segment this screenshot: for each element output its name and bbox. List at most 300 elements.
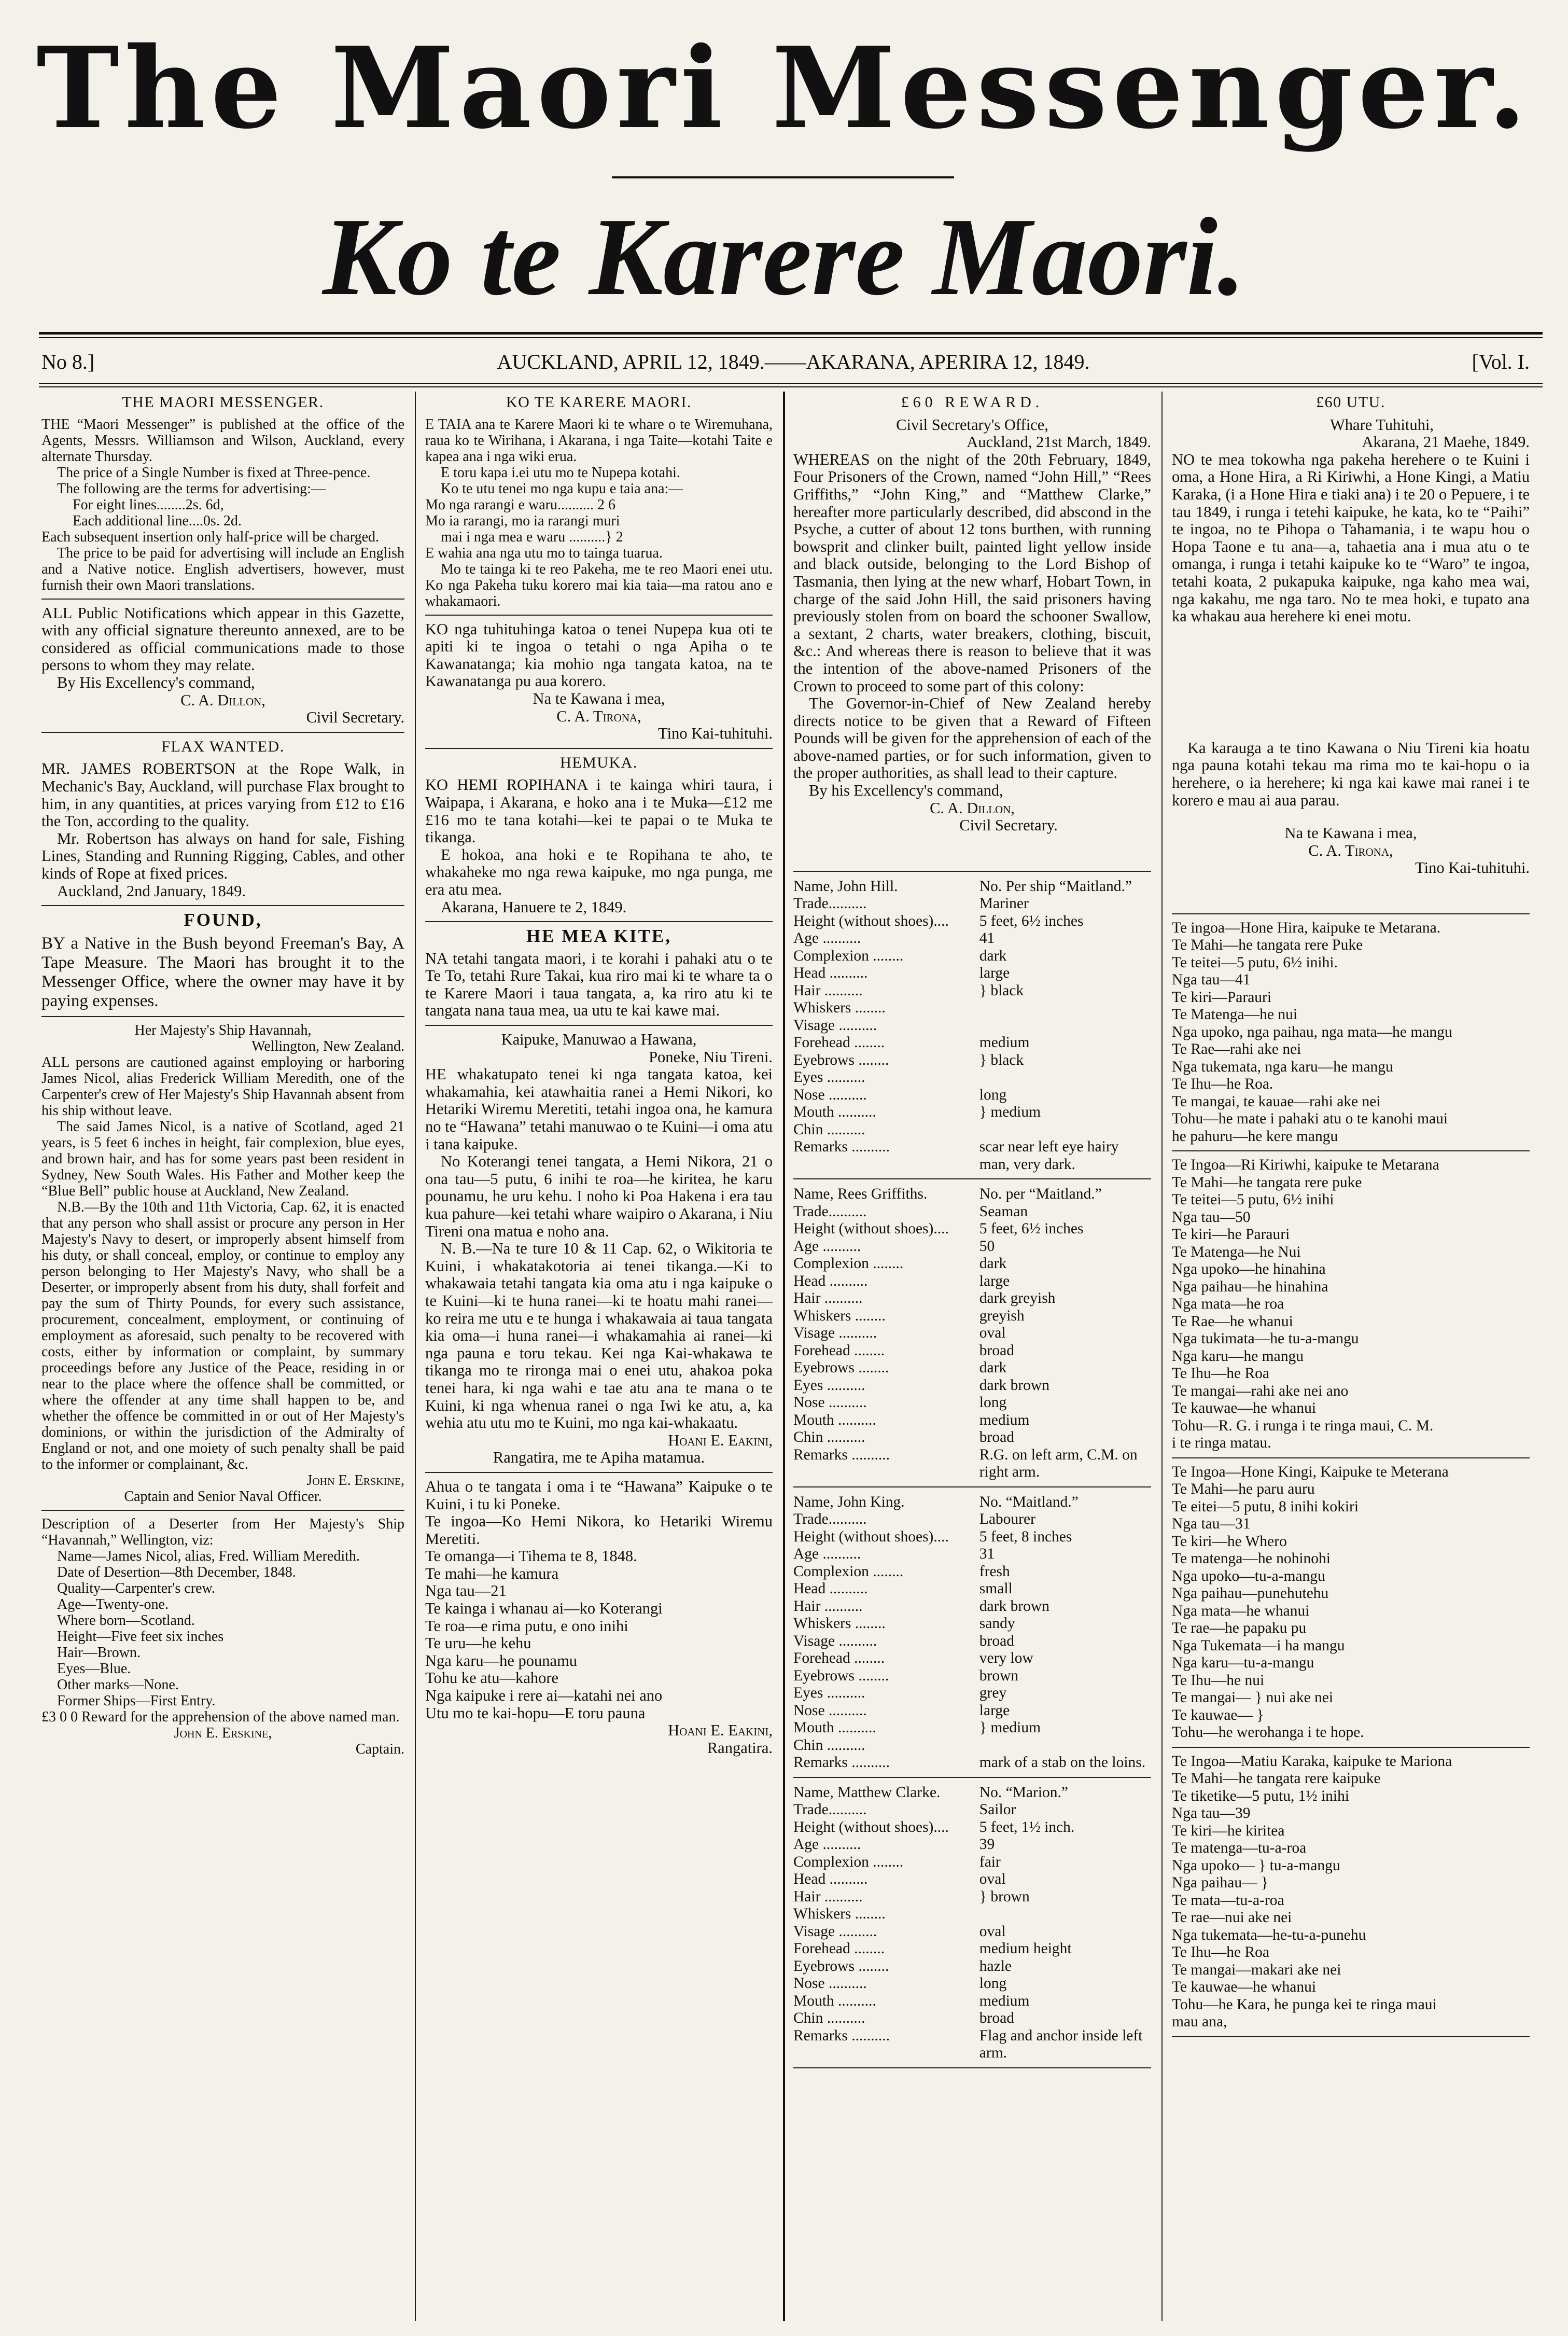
field-label: Head ..........: [793, 1871, 868, 1888]
ship-location: Poneke, Niu Tireni.: [649, 1048, 773, 1066]
paragraph: E wahia ana nga utu mo to tainga tuarua.: [425, 545, 663, 561]
convict-name: Name, John King.: [793, 1493, 905, 1510]
convict-row: [793, 2010, 1151, 2027]
maori-description-list: [1172, 1464, 1530, 1742]
field-label: Remarks ..........: [793, 1138, 890, 1156]
field-value: oval: [979, 1325, 1006, 1342]
convict-name: Name, Rees Griffiths.: [793, 1186, 928, 1203]
convict-table: [793, 1185, 1151, 1481]
field-value: } medium: [979, 1719, 1041, 1736]
field-value: greyish: [979, 1307, 1025, 1324]
field-value: oval: [979, 1923, 1006, 1940]
signer-title: Captain and Senior Naval Officer.: [124, 1488, 322, 1505]
convict-row: [793, 1052, 1151, 1069]
field-value: [979, 999, 1151, 1017]
flax-notice: MR. JAMES ROBERTSON at the Rope Walk, in Mechanic's Bay, Auckland, will purchase Flax brought to him, in any quantities, at prices varying from £12 to £16 the Ton, according to the quality.: [41, 760, 404, 830]
field-label: Complexion ........: [793, 947, 904, 964]
column-english-2: [793, 392, 1151, 2321]
description-line: Te mangai— } nui ake nei: [1172, 1689, 1334, 1706]
description-line: Nga tukemata, nga karu—he mangu: [1172, 1058, 1393, 1075]
field-label: Nose ..........: [793, 1086, 867, 1103]
description-line: Te Ingoa—Hone Kingi, Kaipuke te Meterana: [1172, 1463, 1449, 1480]
found-notice: BY a Native in the Bush beyond Freeman's Bay, A Tape Measure. The Maori has brought it to the Messenger Office, where the owner may have it by paying expenses.: [41, 934, 404, 1010]
field-label: Whiskers ........: [793, 1615, 886, 1632]
field-label: Whiskers ........: [793, 1307, 886, 1324]
field-value: medium height: [979, 1940, 1072, 1957]
field-value: dark: [979, 1255, 1007, 1272]
convict-row: [793, 1580, 1151, 1598]
convict-row: [793, 1546, 1151, 1563]
description-line: Nga tau—41: [1172, 971, 1251, 989]
convict-name: Name, John Hill.: [793, 878, 898, 895]
divider: [793, 2067, 1151, 2068]
description-line: Te Rae—rahi ake nei: [1172, 1041, 1301, 1058]
convict-row: [793, 1273, 1151, 1290]
convict-row: [793, 1993, 1151, 2010]
field-label: Head ..........: [793, 1272, 868, 1289]
field-label: Height (without shoes)....: [793, 1818, 949, 1836]
description-line: Te Matenga—he Nui: [1172, 1243, 1301, 1260]
field-value: broad: [979, 1342, 1014, 1359]
field-value: medium: [979, 1034, 1030, 1051]
convict-row: [793, 1447, 1151, 1481]
field-value: dark: [979, 1359, 1007, 1376]
caution-paragraph: No Koterangi tenei tangata, a Hemi Nikora, 21 o ona tau—5 putu, 6 inihi te roa—he kiritea, he karu pounamu, he uru kehu. I noho ki Poa Hakena i era tau kua pahure—kei tetahi whare waipiro o Akarana, i Niu Tireni ona matua e noho ana.: [425, 1152, 773, 1240]
field-value: 5 feet, 1½ inch.: [979, 1818, 1075, 1836]
description-line: Nga mata—he roa: [1172, 1296, 1284, 1313]
field-value: 5 feet, 6½ inches: [979, 912, 1084, 929]
convict-name: Name, Matthew Clarke.: [793, 1784, 941, 1801]
convict-row: [793, 2027, 1151, 2062]
field-label: Forehead ........: [793, 1650, 885, 1667]
deserter-field: Nga tau—21: [425, 1582, 507, 1600]
convict-row: [793, 982, 1151, 1000]
field-label: Eyebrows ........: [793, 1051, 889, 1068]
field-label: Mouth ..........: [793, 1411, 876, 1428]
field-label: Chin ..........: [793, 2010, 865, 2027]
deserter-field: Where born—Scotland.: [57, 1612, 195, 1629]
field-value: Seaman: [979, 1203, 1028, 1220]
divider: [41, 599, 404, 600]
field-value: long: [979, 1394, 1007, 1411]
description-line: Te Ihu—he Roa: [1172, 1944, 1269, 1961]
description-line: Te Ingoa—Ri Kiriwhi, kaipuke te Metarana: [1172, 1157, 1439, 1174]
convict-table: [793, 1783, 1151, 2062]
field-value: medium: [979, 1992, 1030, 2009]
section-heading: HEMUKA.: [560, 754, 638, 771]
description-line: Nga paihau— }: [1172, 1874, 1269, 1892]
field-value: [979, 1737, 1151, 1755]
flax-notice-2: Mr. Robertson has always on hand for sale, Fishing Lines, Standing and Running Rigging, Cables, and other kinds of Rope at fixed prices.: [41, 829, 404, 882]
convict-table: [793, 1493, 1151, 1772]
caution-notice: HE whakatupato tenei ki nga tangata katoa, kei whakamahia, kei atawhaitia ranei a Hemi Nikori, ko Hetariki Wiremu Meretiti, tetahi ingoa ona, he kamura no te “Hawana” tetahi manuwao o te Kuini—i oma atu i tana kaipuke.: [425, 1065, 773, 1153]
convict-row: [793, 1702, 1151, 1720]
description-line: i te ringa matau.: [1172, 1435, 1271, 1452]
description-line: Nga upoko, nga paihau, nga mata—he mangu: [1172, 1023, 1452, 1040]
field-label: Eyebrows ........: [793, 1957, 889, 1975]
description-line: Nga mata—he whanui: [1172, 1602, 1310, 1619]
field-label: Head ..........: [793, 965, 868, 982]
description-line: Te kiri—he Parauri: [1172, 1226, 1290, 1243]
convict-row: [793, 1290, 1151, 1308]
section-heading: KO TE KARERE MAORI.: [506, 394, 692, 411]
field-value: [979, 1906, 1151, 1923]
field-value: dark brown: [979, 1376, 1049, 1394]
field-value: long: [979, 1086, 1007, 1103]
convict-ship: No. Per ship “Maitland.”: [979, 878, 1132, 895]
convict-row: [793, 1906, 1151, 1923]
convict-row: [793, 1615, 1151, 1633]
convict-row: [793, 1255, 1151, 1273]
section-heading: FOUND,: [184, 910, 262, 930]
description-line: Te kauwae—he whanui: [1172, 1979, 1317, 1996]
convict-row: [793, 1737, 1151, 1755]
divider: [1172, 2036, 1530, 2037]
description-line: Nga karu—he mangu: [1172, 1347, 1304, 1365]
field-value: [979, 1121, 1151, 1139]
description-line: Te eitei—5 putu, 8 inihi kokiri: [1172, 1498, 1359, 1515]
convict-row: [793, 1069, 1151, 1087]
section-heading: £60 REWARD.: [901, 394, 1044, 411]
field-value: R.G. on left arm, C.M. on right arm.: [979, 1446, 1138, 1481]
reward-paragraph: The Governor-in-Chief of New Zealand hereby directs notice to be given that a Reward of Fifteen Pounds will be given for the apprehension of each of the above-named parties, or for such information, given to the proper authorities, as shall lead to their capture.: [793, 694, 1151, 782]
description-line: Te ingoa—Hone Hira, kaipuke te Metarana.: [1172, 919, 1441, 936]
maori-description-list: [1172, 1157, 1530, 1452]
field-value: Labourer: [979, 1511, 1035, 1528]
description-line: Nga paihau—punehutehu: [1172, 1585, 1329, 1602]
divider: [425, 1472, 773, 1473]
column-maori-2: [1172, 392, 1530, 2321]
description-line: Te mata—tu-a-roa: [1172, 1892, 1284, 1909]
divider: [793, 871, 1151, 872]
field-label: Remarks ..........: [793, 2027, 890, 2044]
deserter-field: Date of Desertion—8th December, 1848.: [57, 1564, 296, 1580]
column-maori-1: [425, 392, 773, 2321]
description-line: Te teitei—5 putu, 6½ inihi: [1172, 1191, 1334, 1208]
deserter-field: Te omanga—i Tihema te 8, 1848.: [425, 1547, 637, 1565]
field-label: Nose ..........: [793, 1975, 867, 1992]
signer-title: Civil Secretary.: [959, 816, 1058, 835]
convict-row: [793, 1138, 1151, 1173]
command-line: Na te Kawana i mea,: [1284, 824, 1417, 842]
ship-name: Her Majesty's Ship Havannah,: [134, 1022, 312, 1038]
signer-title: Captain.: [355, 1741, 404, 1757]
field-value: sandy: [979, 1615, 1015, 1632]
paragraph: The price of a Single Number is fixed at Three-pence.: [57, 464, 371, 481]
description-line: Nga tau—31: [1172, 1515, 1251, 1533]
field-label: Hair ..........: [793, 982, 863, 999]
field-label: Height (without shoes)....: [793, 1220, 949, 1237]
description-line: Nga paihau—he hinahina: [1172, 1278, 1328, 1295]
signer-name: Hoani E. Eakini,: [668, 1431, 773, 1449]
field-label: Mouth ..........: [793, 1719, 876, 1736]
field-label: Nose ..........: [793, 1394, 867, 1411]
description-line: Nga upoko—he hinahina: [1172, 1261, 1326, 1278]
field-label: Forehead ........: [793, 1940, 885, 1957]
field-value: dark: [979, 947, 1007, 964]
convict-row: [793, 1394, 1151, 1412]
paragraph: The following are the terms for advertising:—: [57, 480, 326, 497]
divider: [41, 732, 404, 733]
convict-row: [793, 1888, 1151, 1906]
signer-name: C. A. Tirona,: [556, 707, 641, 725]
field-value: large: [979, 1702, 1010, 1719]
signer-name: C. A. Tirona,: [1308, 841, 1393, 859]
field-value: dark brown: [979, 1597, 1049, 1615]
convict-row: [793, 1034, 1151, 1052]
convict-row: [793, 1220, 1151, 1238]
field-label: Trade..........: [793, 1801, 867, 1818]
description-line: Te Ingoa—Matiu Karaka, kaipuke te Mariona: [1172, 1753, 1452, 1770]
paragraph: The price to be paid for advertising will include an English and a Native notice. English advertisers, however, must furnish their own Maori translations.: [41, 545, 404, 593]
description-line: Te kauwae— }: [1172, 1706, 1264, 1723]
description-line: Te rae—nui ake nei: [1172, 1909, 1292, 1926]
divider: [425, 615, 773, 616]
field-value: very low: [979, 1650, 1033, 1667]
field-value: oval: [979, 1871, 1006, 1888]
convict-descriptions: [793, 877, 1151, 2068]
convict-row: [793, 1359, 1151, 1377]
hemuka-notice: KO HEMI ROPIHANA i te kainga whiri taura, i Waipapa, i Akarana, e hoko ana i te Muka—£12 me £16 mo te tana kotahi—kei te papai o te Muka te tikanga.: [425, 776, 773, 846]
field-label: Trade..........: [793, 1203, 867, 1220]
signer-title: Tino Kai-tuhituhi.: [1415, 859, 1530, 877]
convict-row: [793, 1104, 1151, 1121]
rate-line: Mo nga rarangi e waru.......... 2 6: [425, 496, 616, 513]
description-line: Tohu—he Kara, he punga kei te ringa maui: [1172, 1996, 1437, 2013]
deserter-field: Other marks—None.: [57, 1676, 179, 1693]
field-label: Complexion ........: [793, 1853, 904, 1870]
convict-row: [793, 1719, 1151, 1737]
field-label: Trade..........: [793, 895, 867, 912]
field-label: Visage ..........: [793, 1325, 877, 1342]
field-label: Chin ..........: [793, 1121, 865, 1138]
convict-row: [793, 1754, 1151, 1772]
convict-row: [793, 1511, 1151, 1528]
description-line: Te tiketike—5 putu, 1½ inihi: [1172, 1787, 1350, 1804]
field-label: Chin ..........: [793, 1736, 865, 1754]
divider: [425, 748, 773, 749]
deserter-reward: £3 0 0 Reward for the apprehension of the above named man.: [41, 1708, 400, 1725]
field-label: Age ..........: [793, 1546, 861, 1563]
description-line: Te Mahi—he tangata rere kaipuke: [1172, 1770, 1381, 1787]
field-label: Eyebrows ........: [793, 1359, 889, 1376]
deserter-field: Eyes—Blue.: [57, 1660, 131, 1677]
field-label: Hair ..........: [793, 1597, 863, 1615]
divider: [793, 1777, 1151, 1778]
deserter-field: Former Ships—First Entry.: [57, 1692, 216, 1709]
public-notice: KO nga tuhituhinga katoa o tenei Nupepa kua oti te apiti ki te ingoa o tetahi o nga Apiha o te Kawanatanga; kia mohio nga tangata katoa, na te Kawanatanga pu aua korero.: [425, 620, 773, 690]
ship-location: Wellington, New Zealand.: [251, 1038, 404, 1054]
paragraph: E toru kapa i.ei utu mo te Nupepa kotahi.: [441, 464, 680, 481]
deserter-field: Hair—Brown.: [57, 1644, 141, 1661]
convict-row: [793, 1563, 1151, 1581]
deserter-description: Ahua o te tangata i oma i te “Hawana” Kaipuke o te Kuini, i tu ki Poneke.: [425, 1477, 773, 1513]
field-value: fair: [979, 1853, 1001, 1870]
convict-row: [793, 1854, 1151, 1871]
convict-table: [793, 877, 1151, 1174]
section-heading: FLAX WANTED.: [161, 738, 285, 755]
convict-row: [793, 1377, 1151, 1395]
description-line: Te kauwae—he whanui: [1172, 1400, 1317, 1417]
paragraph: THE “Maori Messenger” is published at the office of the Agents, Messrs. Williamson and Wilson, Auckland, every alternate Thursday.: [41, 416, 404, 465]
field-value: large: [979, 1272, 1010, 1289]
field-label: Height (without shoes)....: [793, 1528, 949, 1545]
field-label: Mouth ..........: [793, 1992, 876, 2009]
paragraph: Each subsequent insertion only half-price will be charged.: [41, 529, 380, 545]
reward-paragraph: Ka karauga a te tino Kawana o Niu Tireni kia hoatu nga pauna kotahi tekau ma rima mo te kai-hopu o ia herehere, o ia herehere; ki nga kai kawe mai ranei i te korero e mau ai aua parau.: [1172, 739, 1530, 809]
field-value: fresh: [979, 1563, 1010, 1580]
field-label: Height (without shoes)....: [793, 912, 949, 929]
description-line: Te rae—he papaku pu: [1172, 1620, 1307, 1637]
command-line: By his Excellency's command,: [809, 782, 1003, 800]
office-name: Civil Secretary's Office,: [896, 415, 1048, 434]
field-label: Whiskers ........: [793, 1906, 886, 1923]
deserter-field: Quality—Carpenter's crew.: [57, 1580, 215, 1596]
field-label: Chin ..........: [793, 1429, 865, 1446]
description-line: Te kiri—Parauri: [1172, 989, 1272, 1006]
signer-name: John E. Erskine,: [174, 1725, 272, 1741]
field-value: 5 feet, 8 inches: [979, 1528, 1072, 1545]
column-english-1: [41, 392, 404, 2321]
field-value: long: [979, 1975, 1007, 1992]
divider: [1172, 1747, 1530, 1748]
field-label: Eyes ..........: [793, 1685, 865, 1702]
divider: [41, 1016, 404, 1017]
convict-row: [793, 895, 1151, 913]
field-label: Eyes ..........: [793, 1069, 865, 1086]
deserter-field: Name—James Nicol, alias, Fred. William Meredith.: [57, 1548, 360, 1564]
rate-line: Each additional line....0s. 2d.: [73, 512, 242, 529]
convict-row: [793, 1017, 1151, 1035]
description-line: Nga Tukemata—i ha mangu: [1172, 1637, 1345, 1654]
field-value: Mariner: [979, 895, 1029, 912]
deserter-field: Te uru—he kehu: [425, 1634, 531, 1652]
convict-ship: No. per “Maitland.”: [979, 1186, 1102, 1203]
field-value: large: [979, 965, 1010, 982]
field-label: Visage ..........: [793, 1923, 877, 1940]
issue-date: AUCKLAND, APRIL 12, 1849.——AKARANA, APERIRA 12, 1849.: [497, 350, 1090, 373]
column-rule-3: [1161, 392, 1163, 2321]
deserter-field: Age—Twenty-one.: [57, 1596, 169, 1612]
divider: [41, 1510, 404, 1511]
description-line: Nga tau—50: [1172, 1208, 1251, 1226]
description-line: Te Ihu—he Roa.: [1172, 1076, 1273, 1093]
dateline: [41, 344, 1545, 380]
convict-row: [793, 948, 1151, 965]
field-label: Trade..........: [793, 1511, 867, 1528]
divider: [793, 1178, 1151, 1179]
field-label: Remarks ..........: [793, 1446, 890, 1463]
convict-row: [793, 1650, 1151, 1667]
field-value: [979, 1069, 1151, 1087]
field-value: brown: [979, 1667, 1019, 1684]
field-value: } medium: [979, 1104, 1041, 1121]
description-line: Te kiri—he Whero: [1172, 1533, 1287, 1550]
field-value: small: [979, 1580, 1013, 1597]
field-label: Whiskers ........: [793, 999, 886, 1017]
field-value: medium: [979, 1411, 1030, 1428]
kite-notice: NA tetahi tangata maori, i te korahi i pahaki atu o te Te To, tetahi Rure Takai, kua riro mai ki te whare ta o te Karere Maori i taua tangata, a, ka riro atu ki te tangata nana taua mea, ua utu te kai kawe mai.: [425, 949, 773, 1020]
description-line: Nga upoko— } tu-a-mangu: [1172, 1857, 1340, 1874]
description-line: Nga karu—tu-a-mangu: [1172, 1654, 1314, 1672]
divider: [793, 1486, 1151, 1487]
field-label: Forehead ........: [793, 1342, 885, 1359]
convict-row: [793, 1429, 1151, 1447]
field-value: 41: [979, 930, 995, 947]
field-value: Sailor: [979, 1801, 1016, 1818]
deserter-field: Te kainga i whanau ai—ko Koterangi: [425, 1600, 663, 1618]
paragraph: Mo te tainga ki te reo Pakeha, me te reo Maori enei utu. Ko nga Pakeha tuku korero mai kia taia—ma ratou ano e whakamaori.: [425, 561, 773, 609]
description-line: mau ana,: [1172, 2013, 1227, 2031]
deserter-field: Nga kaipuke i rere ai—katahi nei ano: [425, 1687, 663, 1705]
rate-line: Mo ia rarangi, mo ia rarangi muri: [425, 512, 620, 529]
field-value: dark greyish: [979, 1290, 1056, 1307]
field-value: broad: [979, 1429, 1014, 1446]
field-label: Mouth ..........: [793, 1104, 876, 1121]
maori-descriptions: [1172, 920, 1530, 2037]
office-date: Auckland, 21st March, 1849.: [967, 433, 1151, 451]
signer-name: Hoani E. Eakini,: [668, 1721, 773, 1740]
column-rule-2: [783, 392, 785, 2321]
signer-title: Tino Kai-tuhituhi.: [658, 725, 773, 743]
dateline-rule: [39, 383, 1543, 384]
signer-name: C. A. Dillon,: [180, 691, 265, 709]
masthead-rule: [612, 176, 954, 178]
description-line: Te mangai—rahi ake nei ano: [1172, 1382, 1349, 1399]
field-value: grey: [979, 1685, 1007, 1702]
description-line: Te kiri—he kiritea: [1172, 1822, 1285, 1839]
description-line: Nga upoko—tu-a-mangu: [1172, 1567, 1325, 1584]
office-name: Whare Tuhituhi,: [1330, 415, 1434, 434]
field-value: [979, 1017, 1151, 1035]
field-label: Age ..........: [793, 930, 861, 947]
paragraph: E TAIA ana te Karere Maori ki te whare o te Wiremuhana, raua ko te Wirihana, i Akarana, i nga Taite—kotahi Taite e kapea ana i nga wiki erua.: [425, 416, 773, 465]
field-label: Remarks ..........: [793, 1754, 890, 1771]
issue-number: No 8.]: [41, 350, 95, 373]
command-line: By His Excellency's command,: [57, 673, 255, 691]
field-value: 50: [979, 1237, 995, 1255]
description-line: Te Mahi—he paru auru: [1172, 1481, 1315, 1498]
divider: [425, 1025, 773, 1026]
convict-row: [793, 1598, 1151, 1616]
description-line: Te Rae—he whanui: [1172, 1313, 1293, 1330]
field-value: scar near left eye hairy man, very dark.: [979, 1138, 1119, 1173]
deserter-description: Description of a Deserter from Her Majesty's Ship “Havannah,” Wellington, viz:: [41, 1515, 404, 1548]
field-value: 5 feet, 6½ inches: [979, 1220, 1084, 1237]
field-label: Complexion ........: [793, 1255, 904, 1272]
deserter-field: Nga karu—he pounamu: [425, 1651, 578, 1670]
masthead-title: The Maori Messenger.: [36, 22, 1532, 154]
caution-paragraph: N.B.—By the 10th and 11th Victoria, Cap. 62, it is enacted that any person who shall assist or procure any person in Her Majesty's Navy to desert, or improperly absent himself from his duty, or shall conceal, employ, or continue to employ any person belonging to Her Majesty's Navy, who shall be a Deserter, or improperly absent from his duty, shall forfeit and pay the sum of Thirty Pounds, for every such assistance, procurement, concealment, employment, or continuing of employment as aforesaid, such penalty to be recovered with costs, either by information or complaint, by summary proceedings before any Justice of the Peace, residing in or near to the place where the offence shall be committed, or where the offender at any time shall happen to be, and whether the offence be committed in or out of Her Majesty's dominions, or within the jurisdiction of the Admiralty of England or not, and one moiety of such penalty shall be paid to the informer or complainant, &c.: [41, 1199, 404, 1472]
description-line: Te matenga—he nohinohi: [1172, 1550, 1331, 1567]
hemuka-date: Akarana, Hanuere te 2, 1849.: [441, 898, 627, 916]
deserter-field: Te roa—e rima putu, e ono inihi: [425, 1617, 628, 1635]
description-line: Nga tukemata—he-tu-a-punehu: [1172, 1926, 1366, 1943]
divider: [1172, 1150, 1530, 1151]
field-label: Age ..........: [793, 1237, 861, 1255]
convict-row: [793, 1667, 1151, 1685]
convict-row: [793, 1801, 1151, 1819]
deserter-field: Utu mo te kai-hopu—E toru pauna: [425, 1704, 646, 1722]
deserter-field: Te ingoa—Ko Hemi Nikora, ko Hetariki Wiremu Meretiti.: [425, 1512, 773, 1548]
convict-row: [793, 1238, 1151, 1256]
top-rule-thin: [39, 337, 1543, 338]
signer-name: C. A. Dillon,: [930, 799, 1015, 817]
convict-ship: No. “Marion.”: [979, 1784, 1069, 1801]
divider: [1172, 913, 1530, 914]
convict-ship: No. “Maitland.”: [979, 1493, 1079, 1510]
deserter-field: Height—Five feet six inches: [57, 1628, 224, 1645]
